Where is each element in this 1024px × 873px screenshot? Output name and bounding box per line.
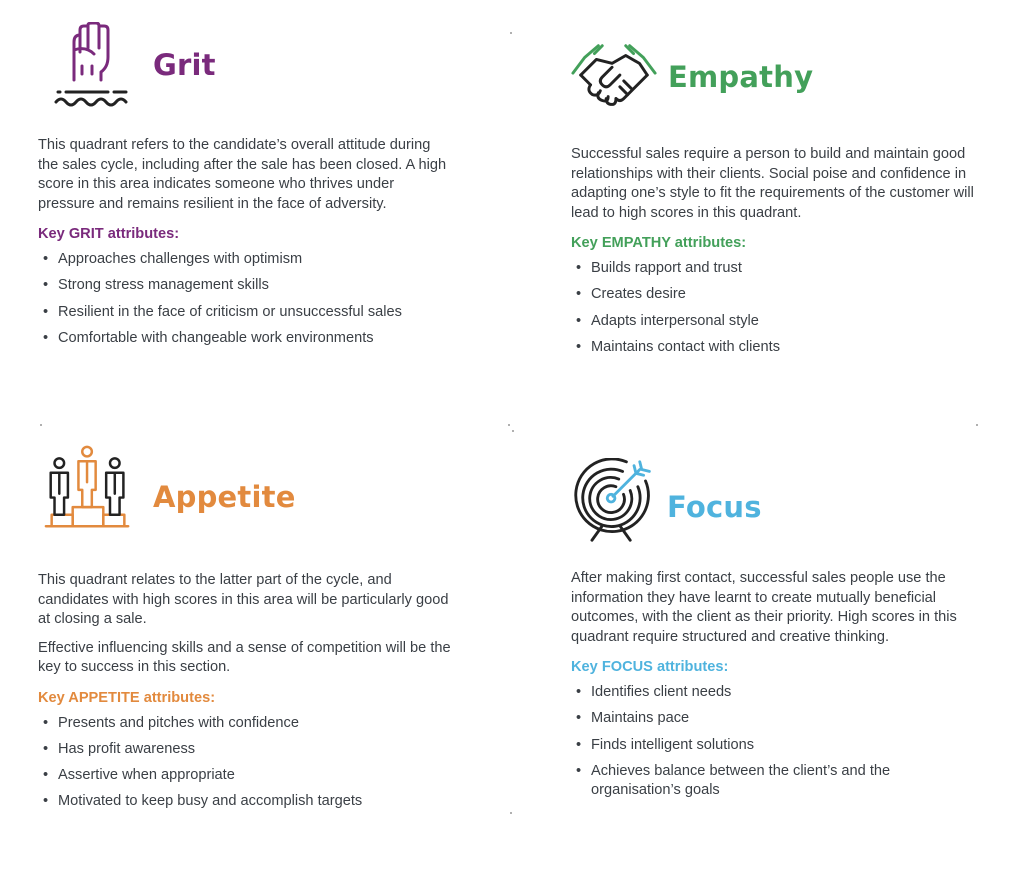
grit-key-heading: Key GRIT attributes: <box>38 226 180 243</box>
list-item: • Adapts interpersonal style <box>571 312 991 332</box>
corner-mark <box>508 424 510 426</box>
appetite-description-1: This quadrant relates to the latter part of the cycle, and candidates with high scores in this area will be particularly good at closing a sale. <box>38 572 449 628</box>
corner-mark <box>976 424 978 426</box>
podium-people-icon <box>44 444 132 532</box>
appetite-key-heading: Key APPETITE attributes: <box>38 689 216 706</box>
focus-description: After making first contact, successful sales people use the information they have learnt to create mutually beneficial outcomes, with the client as their priority. High scores in this quadrant require structured and creative thinking. <box>571 570 957 645</box>
list-item: • Builds rapport and trust <box>571 259 991 279</box>
focus-key-heading: Key FOCUS attributes: <box>571 659 729 676</box>
raised-fist-in-water-icon <box>46 22 138 114</box>
empathy-header <box>571 34 1011 124</box>
empathy-attribute-list <box>571 259 991 357</box>
appetite-header <box>38 444 478 534</box>
grit-description: This quadrant refers to the candidate’s overall attitude during the sales cycle, including after the sale has been closed. A high score in this area indicates someone who thrives under pressure and remains resilient in the face of adversity. <box>38 137 447 212</box>
handshake-icon <box>569 34 659 124</box>
list-item: • Maintains pace <box>571 709 991 729</box>
list-item: • Identifies client needs <box>571 683 991 703</box>
target-arrow-icon <box>569 458 657 546</box>
focus-attribute-list <box>571 683 991 800</box>
list-item: • Comfortable with changeable work environments <box>38 329 448 349</box>
appetite-attribute-list <box>38 714 458 812</box>
empathy-title: Empathy <box>668 60 814 94</box>
grit-header <box>38 20 478 110</box>
appetite-description-2: Effective influencing skills and a sense of competition will be the key to success in this section. <box>38 639 451 676</box>
list-item: • Presents and pitches with confidence <box>38 714 458 734</box>
corner-mark <box>510 812 512 814</box>
list-item: • Finds intelligent solutions <box>571 736 991 756</box>
empathy-description: Successful sales require a person to build and maintain good relationships with their clients. Social poise and confidence in adapting one’s style to fit the requirements of the customer will lead to high scores in this quadrant. <box>571 146 974 221</box>
grit-attribute-list <box>38 250 448 348</box>
list-item: • Has profit awareness <box>38 740 458 760</box>
grit-title: Grit <box>153 48 216 82</box>
appetite-title: Appetite <box>153 480 296 514</box>
corner-mark <box>512 430 514 432</box>
list-item: • Strong stress management skills <box>38 276 448 296</box>
empathy-key-heading: Key EMPATHY attributes: <box>571 235 747 252</box>
corner-mark <box>40 424 42 426</box>
list-item: • Achieves balance between the client’s and the organisation’s goals <box>571 762 921 801</box>
corner-mark <box>510 32 512 34</box>
list-item: • Resilient in the face of criticism or unsuccessful sales <box>38 303 448 323</box>
list-item: • Approaches challenges with optimism <box>38 250 448 270</box>
focus-header <box>571 458 1011 548</box>
list-item: • Motivated to keep busy and accomplish targets <box>38 792 458 812</box>
list-item: • Creates desire <box>571 285 991 305</box>
focus-title: Focus <box>667 490 762 524</box>
list-item: • Assertive when appropriate <box>38 766 458 786</box>
list-item: • Maintains contact with clients <box>571 338 991 358</box>
